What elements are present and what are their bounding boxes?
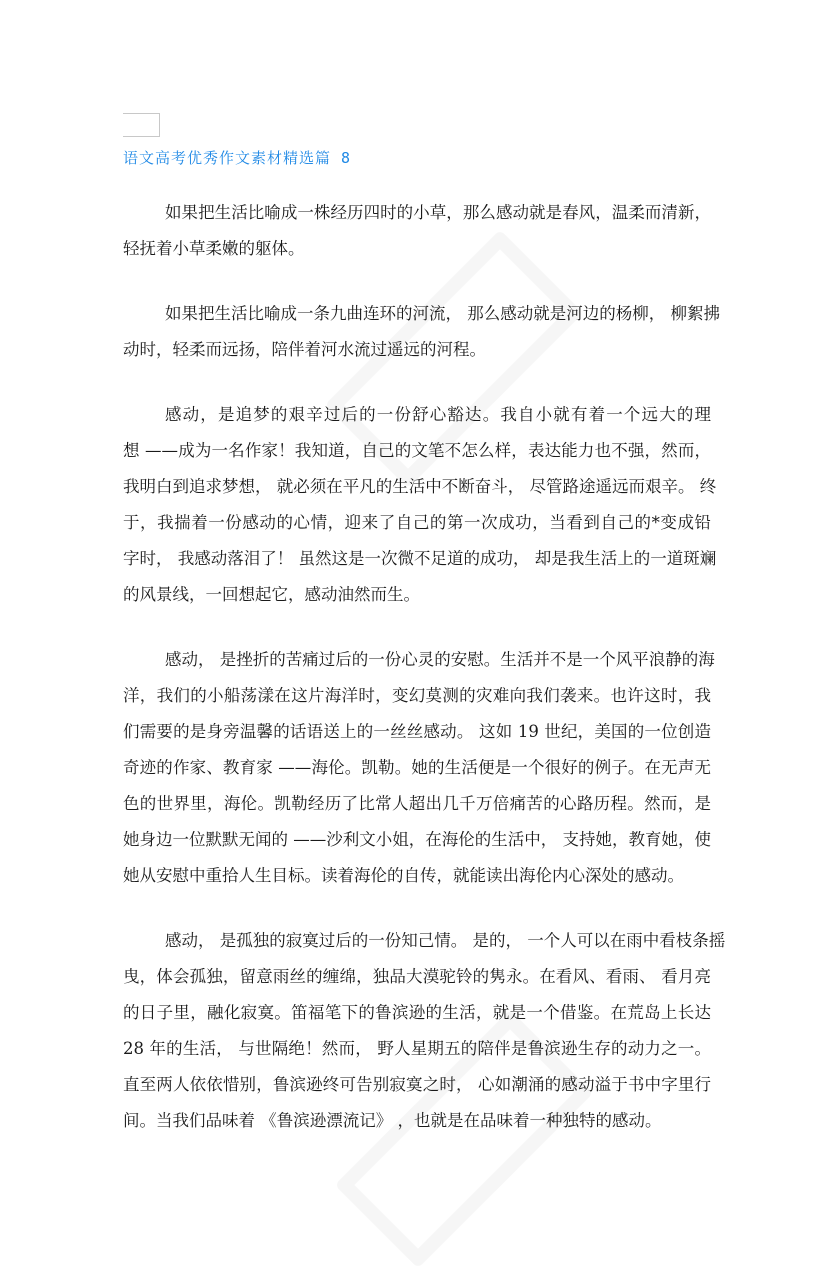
paragraph-line: 28 年的生活， 与世隔绝！然而， 野人星期五的陪伴是鲁滨逊生存的动力之一。	[123, 1039, 711, 1058]
paragraph-line: 感动，是追梦的艰辛过后的一份舒心豁达。我自小就有着一个远大的理	[165, 405, 711, 424]
paragraph-line: 的日子里，融化寂寞。笛福笔下的鲁滨逊的生活，就是一个借鉴。在荒岛上长达	[123, 1003, 711, 1022]
paragraph-line: 曳，体会孤独，留意雨丝的缠绵，独品大漠驼铃的隽永。在看风、看雨、 看月亮	[123, 967, 711, 986]
paragraph-line: 感动， 是孤独的寂寞过后的一份知己情。 是的， 一个人可以在雨中看枝条摇	[165, 931, 726, 950]
paragraph-line: 于，我揣着一份感动的心情，迎来了自己的第一次成功，当看到自己的*变成铅	[123, 513, 711, 532]
paragraph-line: 我明白到追求梦想， 就必须在平凡的生活中不断奋斗， 尽管路途遥远而艰辛。 终	[123, 477, 717, 496]
paragraph-line: 洋，我们的小船荡漾在这片海洋时，变幻莫测的灾难向我们袭来。也许这时，我	[123, 686, 711, 705]
paragraph-line: 字时， 我感动落泪了！ 虽然这是一次微不足道的成功， 却是我生活上的一道斑斓	[123, 549, 717, 568]
paragraph	[123, 644, 715, 896]
paragraph	[123, 298, 720, 370]
paragraph-line: 轻抚着小草柔嫩的躯体。	[123, 239, 305, 258]
paragraph-line: 动时，轻柔而远扬，陪伴着河水流过遥远的河程。	[123, 340, 486, 359]
paragraph-line: 她身边一位默默无闻的 ——沙利文小姐，在海伦的生活中， 支持她，教育她，使	[123, 830, 711, 849]
paragraph-line: 想 ——成为一名作家！我知道，自己的文笔不怎么样，表达能力也不强，然而，	[123, 441, 711, 460]
paragraph-line: 感动， 是挫折的苦痛过后的一份心灵的安慰。生活并不是一个风平浪静的海	[165, 650, 715, 669]
paragraph	[123, 197, 711, 269]
paragraph	[123, 925, 726, 1141]
paragraph-line: 如果把生活比喻成一条九曲连环的河流， 那么感动就是河边的杨柳， 柳絮拂	[165, 304, 720, 323]
paragraph-line: 色的世界里，海伦。凯勒经历了比常人超出几千万倍痛苦的心路历程。然而，是	[123, 794, 711, 813]
paragraph-line: 她从安慰中重拾人生目标。读着海伦的自传，就能读出海伦内心深处的感动。	[123, 866, 684, 885]
paragraph	[123, 399, 717, 615]
paragraph-line: 们需要的是身旁温馨的话语送上的一丝丝感动。 这如 19 世纪，美国的一位创造	[123, 722, 711, 741]
paragraph-line: 直至两人依依惜别，鲁滨逊终可告别寂寞之时， 心如潮涌的感动溢于书中字里行	[123, 1075, 711, 1094]
paragraph-line: 奇迹的作家、教育家 ——海伦。凯勒。她的生活便是一个很好的例子。在无声无	[123, 758, 711, 777]
paragraph-line: 间。当我们品味着 《鲁滨逊漂流记》 ，也就是在品味着一种独特的感动。	[123, 1111, 662, 1130]
document-body	[123, 197, 726, 1170]
paragraph-line: 的风景线，一回想起它，感动油然而生。	[123, 585, 420, 604]
page-corner-mark	[123, 113, 160, 137]
paragraph-line: 如果把生活比喻成一株经历四时的小草，那么感动就是春风，温柔而清新，	[165, 203, 711, 222]
document-title: 语文高考优秀作文素材精选篇 8	[123, 149, 352, 167]
